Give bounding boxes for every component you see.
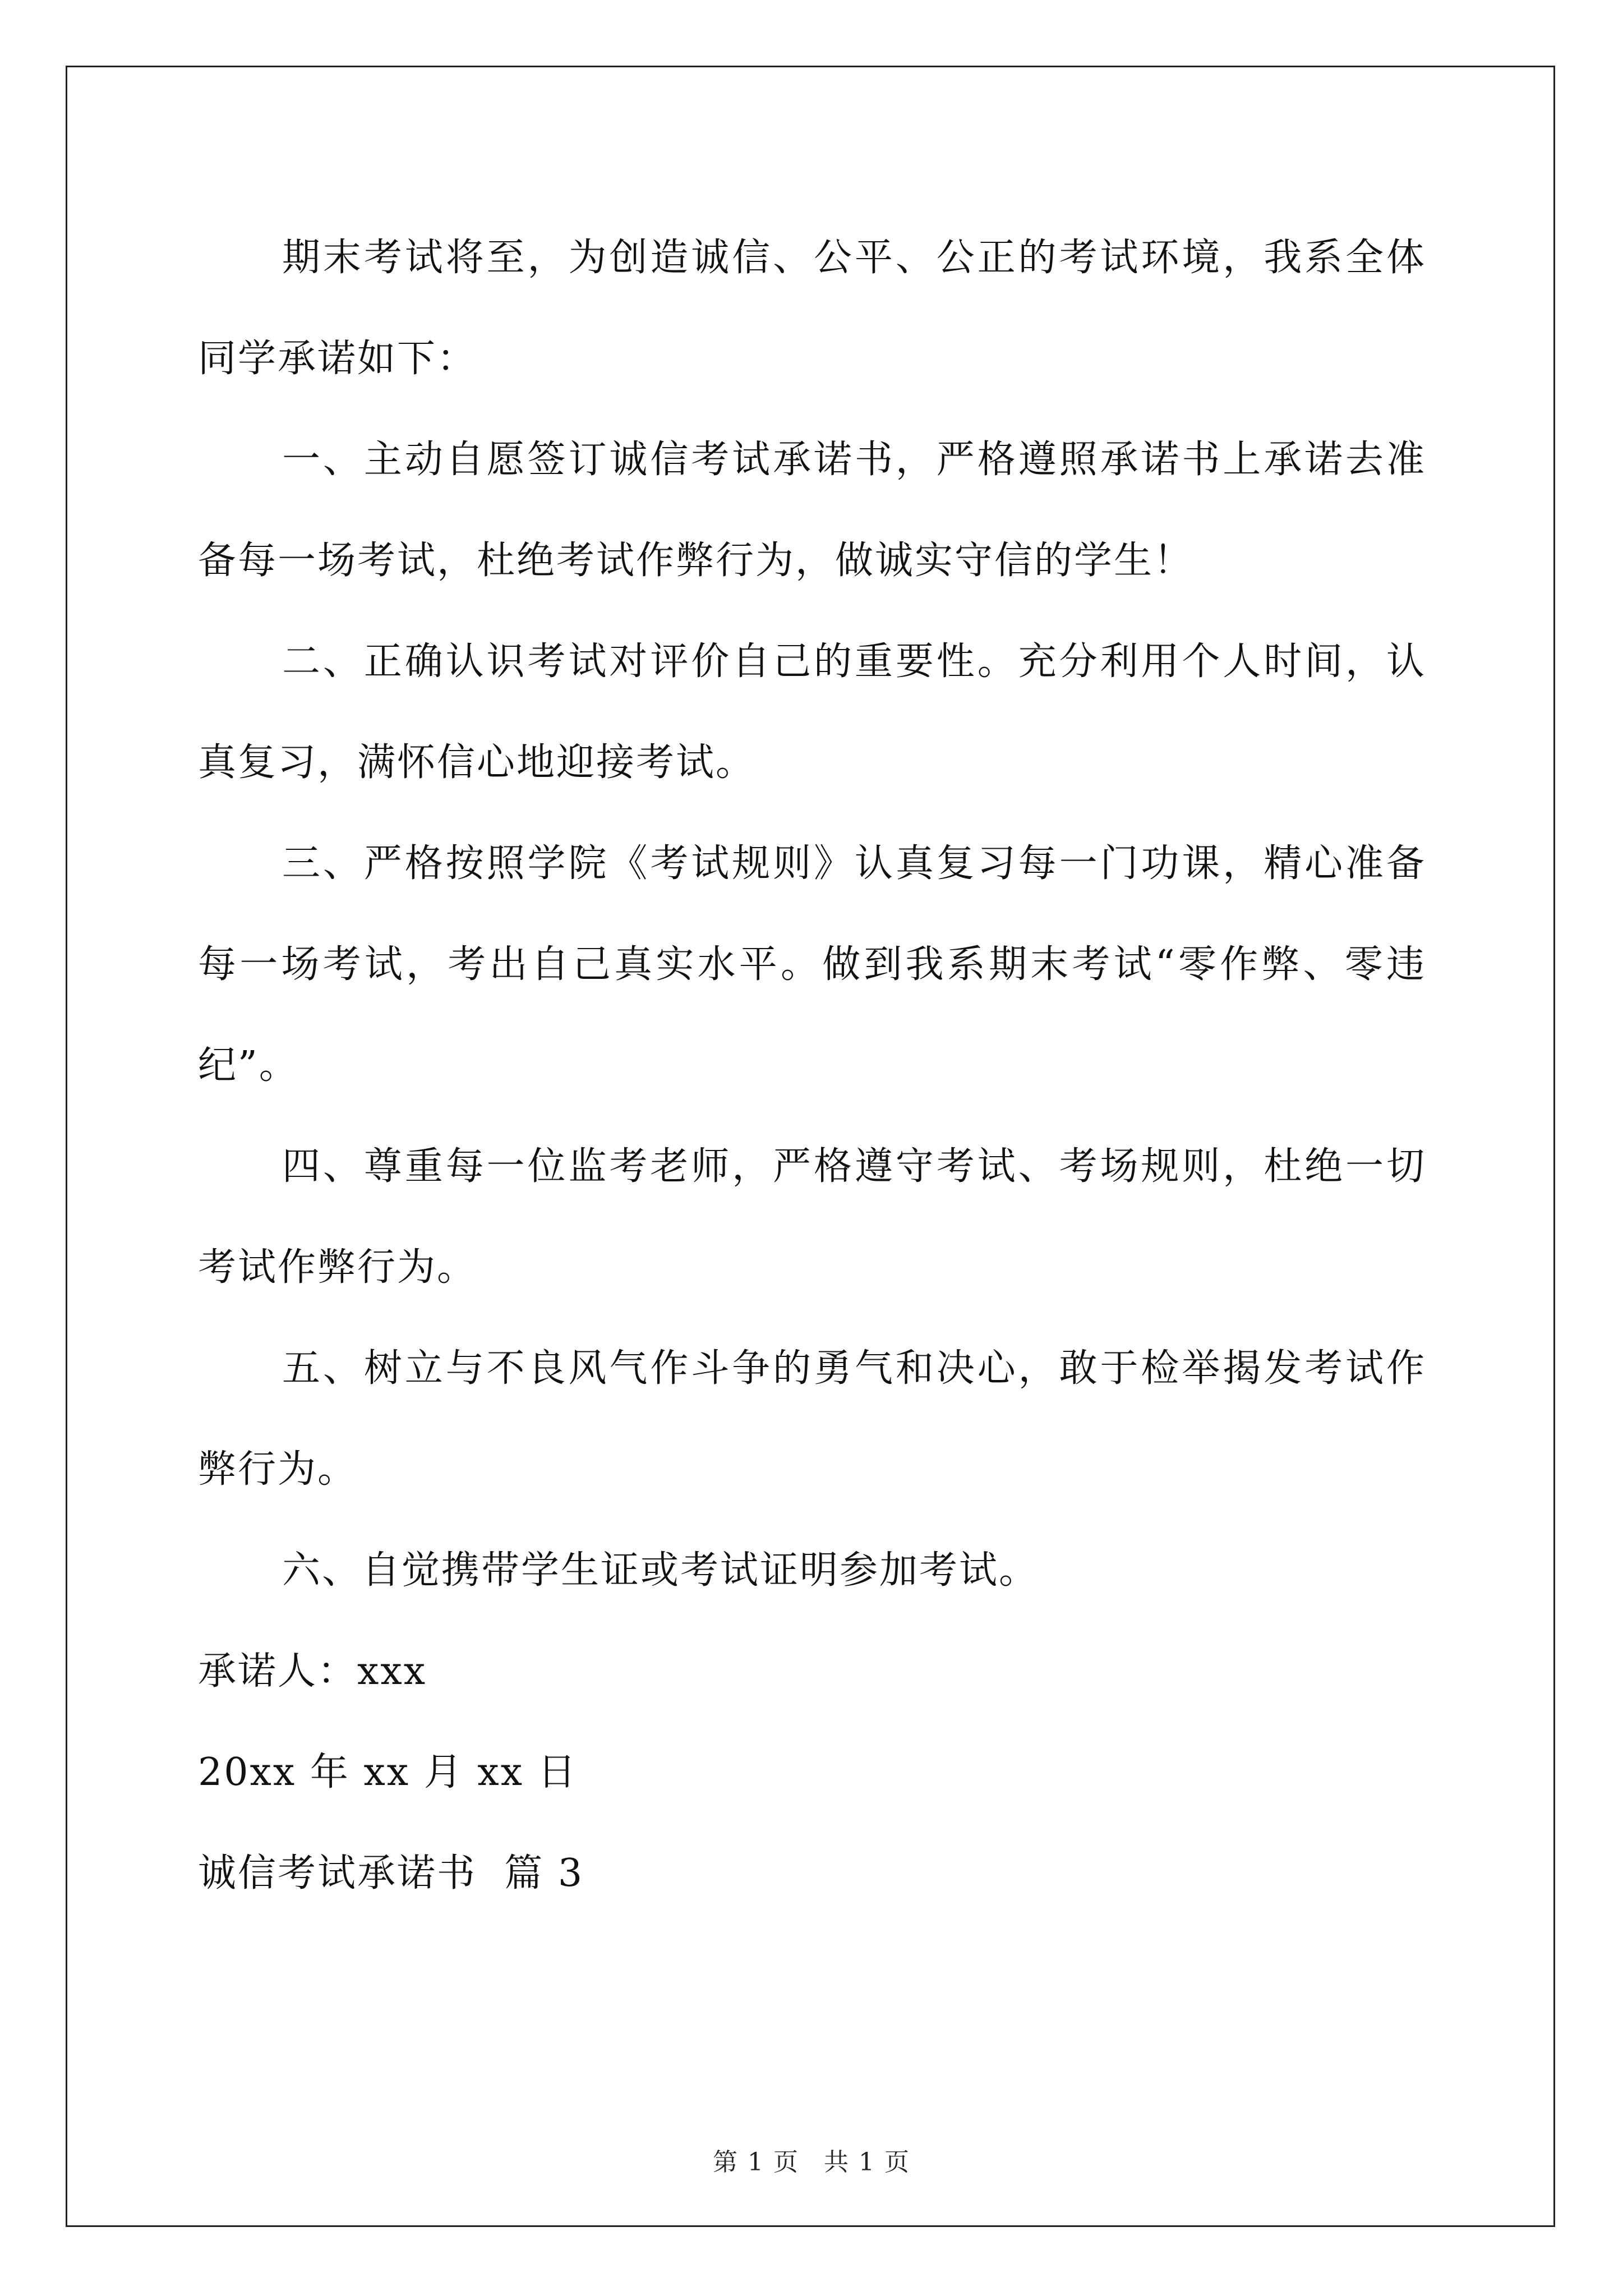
pledge-item-3: 三、严格按照学院《考试规则》认真复习每一门功课，精心准备每一场考试，考出自己真实水平。做到我系期末考试“零作弊、零违纪”。: [198, 841, 1426, 1088]
pledge-item-5: 五、树立与不良风气作斗争的勇气和决心，敢于检举揭发考试作弊行为。: [198, 1346, 1426, 1492]
pledge-item-6: 六、自觉携带学生证或考试证明参加考试。: [282, 1548, 1039, 1593]
next-section-heading: 诚信考试承诺书 篇 3: [198, 1851, 584, 1895]
signatory-line: 承诺人：xxx: [198, 1649, 427, 1694]
pledge-item-1: 一、主动自愿签订诚信考试承诺书，严格遵照承诺书上承诺去准备每一场考试，杜绝考试作弊行为，做诚实守信的学生！: [198, 438, 1426, 583]
page-footer: [0, 2142, 1623, 2178]
pledge-item-2: 二、正确认识考试对评价自己的重要性。充分利用个人时间，认真复习，满怀信心地迎接考试。: [198, 639, 1426, 785]
document-body: [198, 208, 1426, 1924]
date-line: 20xx 年 xx 月 xx 日: [198, 1750, 578, 1795]
pledge-item-4: 四、尊重每一位监考老师，严格遵守考试、考场规则，杜绝一切考试作弊行为。: [198, 1144, 1426, 1290]
intro-paragraph: 期末考试将至，为创造诚信、公平、公正的考试环境，我系全体同学承诺如下：: [198, 236, 1426, 381]
page-number: 第 1 页: [713, 2148, 799, 2177]
page-total: 共 1 页: [824, 2148, 910, 2177]
